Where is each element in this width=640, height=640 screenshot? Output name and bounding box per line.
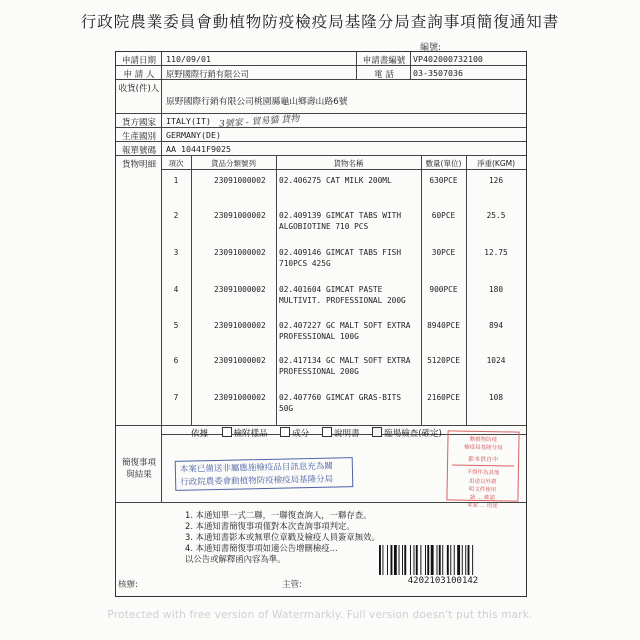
basis-label: 依據	[191, 429, 209, 439]
col-header-no: 項次	[168, 159, 184, 168]
row-no: 3	[173, 248, 179, 257]
supervisor-label: 主管:	[282, 580, 302, 590]
note-line: 1. 本通知單一式二聯，一聯復查詢人，一聯存查。	[185, 510, 372, 520]
items-row-label: 貨物明細	[121, 160, 156, 170]
row-name: 02.406275 CAT MILK 200ML	[279, 176, 392, 185]
row-no: 6	[173, 356, 179, 365]
row-no: 4	[173, 285, 179, 294]
official-seal	[446, 430, 519, 510]
seal-line: 影本供自中	[468, 455, 499, 464]
row-qty: 2160PCE	[427, 393, 460, 402]
manual-option: 說明書	[333, 429, 360, 439]
ingredient-option: 成分	[292, 429, 310, 439]
result-stamp-line-1: 本案已備送非屬應施檢疫品目訊息充為關	[179, 461, 333, 475]
onsite-option: 臨場檢查	[384, 429, 419, 439]
seal-line: 用途以外證	[468, 478, 497, 486]
seal-line: 檢疫局基隆分局	[463, 444, 503, 452]
row-code: 23091000002	[214, 393, 266, 402]
apply-date-value: 110/09/01	[166, 54, 211, 64]
note-line: 4. 本通知書簡復事項如適公告增刪檢疫...	[185, 543, 338, 553]
quote-no-label: 報單號碼	[121, 146, 156, 156]
row-qty: 8940PCE	[427, 321, 460, 330]
approver-label: 核辦:	[118, 580, 138, 590]
row-code: 23091000002	[214, 321, 266, 330]
row-weight: 12.75	[484, 248, 508, 257]
consignee-label: 收貨(件)人	[118, 84, 160, 94]
row-name: 02.409139 GIMCAT TABS WITH ALGOBIOTINE 710 PCS	[279, 211, 402, 231]
manual-checkbox[interactable]	[322, 427, 332, 437]
row-no: 5	[173, 321, 179, 330]
row-qty: 5120PCE	[427, 356, 460, 365]
consignee-value: 原野國際行銷有限公司桃園縣龜山鄉壽山路6號	[166, 97, 348, 107]
row-name: 02.401604 GIMCAT PASTE MULTIVIT. PROFESSIONAL 200G	[279, 285, 406, 305]
origin-handwritten-note: 3號家 - 貿易貓 貨物	[218, 114, 300, 130]
application-no-value: VP402000732100	[413, 54, 483, 64]
row-weight: 1024	[486, 356, 506, 365]
col-header-name: 貨物名稱	[333, 159, 364, 168]
row-no: 2	[173, 211, 179, 220]
col-header-code: 貨品分類號列	[211, 159, 256, 168]
row-name: 02.417134 GC MALT SOFT EXTRA PROFESSIONAL 200G	[279, 356, 411, 376]
row-qty: 630PCE	[429, 176, 458, 185]
row-no: 1	[173, 176, 179, 185]
producer-label: 生產國別	[121, 132, 156, 142]
seal-line: 本案 ... 用途	[466, 502, 498, 510]
row-weight: 894	[488, 321, 504, 330]
document-number-label: 編號:	[420, 43, 442, 53]
document-title: 行政院農業委員會動植物防疫檢疫局基隆分局查詢事項簡復通知書	[80, 13, 560, 31]
ingredient-checkbox[interactable]	[280, 427, 290, 437]
row-qty: 60PCE	[431, 211, 456, 220]
row-weight: 108	[488, 393, 504, 402]
row-name: 02.409146 GIMCAT TABS FISH 710PCS 425G	[279, 248, 402, 268]
inspection-basis	[191, 427, 452, 439]
row-qty: 30PCE	[431, 248, 456, 257]
barcode-number: 4202103100142	[407, 576, 479, 586]
col-header-weight: 淨重(KGM)	[476, 159, 516, 168]
quote-no-value: AA 10441F9025	[166, 144, 231, 154]
note-line: 3. 本通知書影本或無單位章戳及檢疫人員簽章無效。	[185, 532, 380, 542]
application-no-label: 申請書編號	[362, 56, 406, 66]
row-name: 02.407227 GC MALT SOFT EXTRA PROFESSIONAL 100G	[279, 321, 411, 341]
seal-line: 請 ... 確認	[469, 494, 496, 502]
row-name: 02.407760 GIMCAT GRAS-BITS 50G	[279, 393, 402, 413]
note-line: 2. 本通知書簡復事項僅對本次查詢事項判定。	[185, 521, 355, 531]
applicant-label: 申 請 人	[123, 70, 155, 80]
seal-line: 不得作為其他	[452, 464, 514, 476]
col-header-qty: 數量(單位)	[425, 159, 462, 168]
result-stamp	[175, 457, 354, 491]
apply-date-label: 申請日期	[121, 56, 156, 66]
seal-line: 動植物防疫	[469, 436, 498, 444]
row-weight: 180	[488, 285, 504, 294]
barcode	[377, 545, 507, 575]
row-no: 7	[173, 393, 179, 402]
watermark: Protected with free version of Watermarkly. Full version doesn't put this mark.	[107, 609, 533, 621]
result-label	[118, 457, 160, 481]
phone-value: 03-3507036	[413, 68, 463, 78]
notes-block	[185, 510, 380, 565]
onsite-checkbox[interactable]	[372, 427, 382, 437]
note-line: 以公告或解釋函內容為準。	[185, 554, 286, 564]
sample-option: 檢附樣品	[233, 429, 268, 439]
row-qty: 900PCE	[429, 285, 458, 294]
row-code: 23091000002	[214, 176, 266, 185]
seal-line: 明文件使用	[468, 486, 497, 494]
row-weight: 126	[488, 176, 504, 185]
row-code: 23091000002	[214, 285, 266, 294]
row-code: 23091000002	[214, 356, 266, 365]
result-label-line-2: 與結果	[126, 470, 152, 480]
producer-value: GERMANY(DE)	[166, 130, 221, 140]
result-stamp-line-2: 行政院農委會動植物防疫檢疫局基隆分局	[180, 474, 334, 488]
phone-label: 電 話	[374, 70, 394, 80]
row-weight: 25.5	[486, 211, 506, 220]
origin-label: 貨方國家	[121, 118, 156, 128]
result-label-line-1: 簡復事項	[121, 458, 156, 468]
origin-value: ITALY(IT)	[166, 116, 211, 126]
row-code: 23091000002	[214, 211, 266, 220]
sample-checkbox[interactable]	[222, 427, 232, 437]
row-code: 23091000002	[214, 248, 266, 257]
confirm-option: (確定)	[418, 429, 442, 439]
applicant-value: 原野國際行銷有限公司	[166, 69, 249, 79]
